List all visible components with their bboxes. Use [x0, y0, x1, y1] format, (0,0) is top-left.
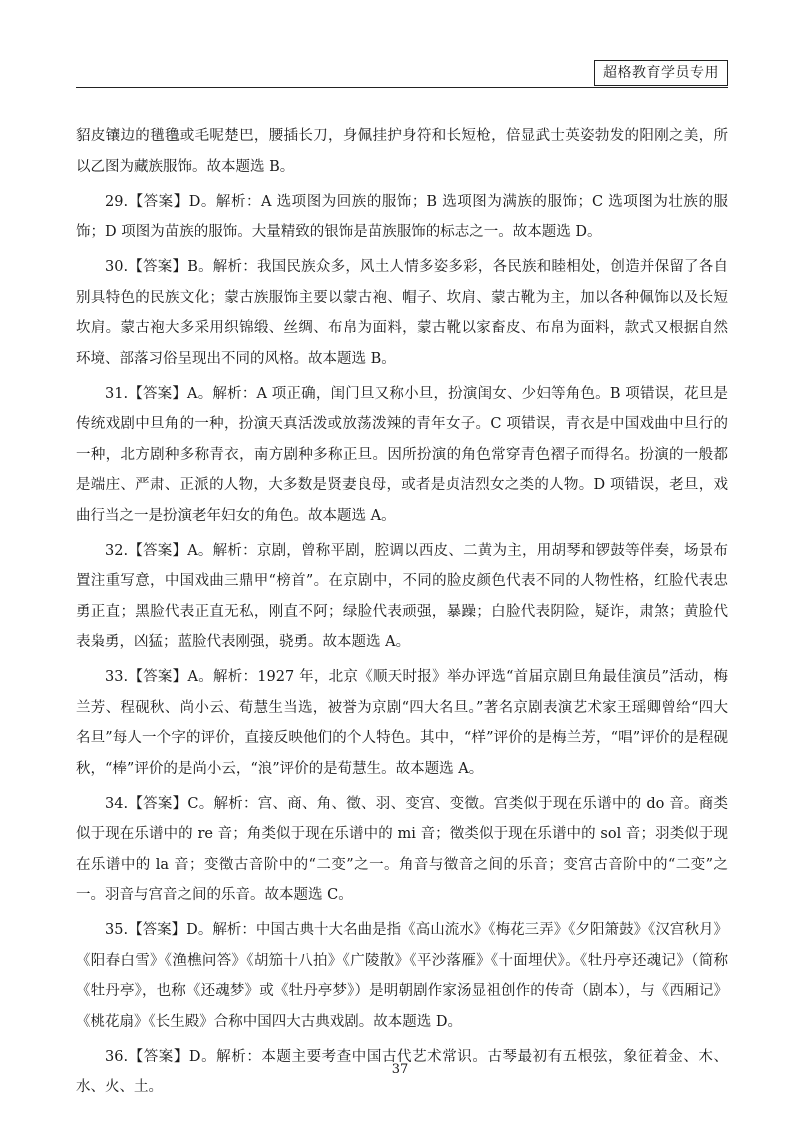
- paragraph-continuation: 貂皮镶边的氆氇或毛呢楚巴，腰插长刀，身佩挂护身符和长短枪，倍显武士英姿勃发的阳刚之美，所以乙图为藏族服饰。故本题选 B。: [76, 128, 728, 175]
- answer-35: 35.【答案】D。解析：中国古典十大名曲是指《高山流水》《梅花三弄》《夕阳箫鼓》《汉宫秋月》《阳春白雪》《渔樵问答》《胡笳十八拍》《广陵散》《平沙落雁》《十面埋伏》。《牡丹亭还魂记》（简称《牡丹亭》，也称《还魂梦》或《牡丹亭梦》）是明朝剧作家汤显祖创作的传奇（剧本），与《西厢记》《桃花扇》《长生殿》合称中国四大古典戏剧。故本题选 D。: [76, 922, 728, 1030]
- answer-31: 31.【答案】A。解析：A 项正确，闺门旦又称小旦，扮演闺女、少妇等角色。B 项错误，花旦是传统戏剧中旦角的一种，扮演天真活泼或放荡泼辣的青年女子。C 项错误，青衣是中国戏曲中旦行的一种，北方剧种多称青衣，南方剧种多称正旦。因所扮演的角色常穿青色褶子而得名。扮演的一般都是端庄、严肃、正派的人物，大多数是贤妻良母，或者是贞洁烈女之类的人物。D 项错误，老旦，戏曲行当之一是扮演老年妇女的角色。故本题选 A。: [76, 385, 728, 524]
- answer-33: 33.【答案】A。解析：1927 年，北京《顺天时报》举办评选“首届京剧旦角最佳演员”活动，梅兰芳、程砚秋、尚小云、荀慧生当选，被誉为京剧“四大名旦。”著名京剧表演艺术家王瑶卿曾给“四大名旦”每人一个字的评价，直接反映他们的个人特色。其中，“样”评价的是梅兰芳，“唱”评价的是程砚秋，“棒”评价的是尚小云，“浪”评价的是荀慧生。故本题选 A。: [76, 669, 728, 777]
- header-tag: 超格教育学员专用: [594, 60, 728, 86]
- page-number: 37: [391, 1062, 409, 1077]
- answer-36: 36.【答案】D。解析：本题主要考查中国古代艺术常识。古琴最初有五根弦，象征着金、木、水、火、土。: [76, 1048, 728, 1095]
- answer-34: 34.【答案】C。解析：宫、商、角、徵、羽、变宫、变徵。宫类似于现在乐谱中的 do 音。商类似于现在乐谱中的 re 音；角类似于现在乐谱中的 mi 音；徵类似于现在乐谱中的 sol 音；羽类似于现在乐谱中的 la 音；变徵古音阶中的“二变”之一。角音与徵音之间的乐音；变宫古音阶中的“二变”之一。羽音与宫音之间的乐音。故本题选 C。: [76, 795, 728, 903]
- answer-30: 30.【答案】B。解析：我国民族众多，风土人情多姿多彩，各民族和睦相处，创造并保留了各自别具特色的民族文化；蒙古族服饰主要以蒙古袍、帽子、坎肩、蒙古靴为主，加以各种佩饰以及长短坎肩。蒙古袍大多采用织锦缎、丝绸、布帛为面料，蒙古靴以家畜皮、布帛为面料，款式又根据自然环境、部落习俗呈现出不同的风格。故本题选 B。: [76, 259, 728, 367]
- answer-29: 29.【答案】D。解析：A 选项图为回族的服饰；B 选项图为满族的服饰；C 选项图为壮族的服饰；D 项图为苗族的服饰。大量精致的银饰是苗族服饰的标志之一。故本题选 D。: [76, 193, 728, 240]
- answer-content: [76, 121, 728, 1107]
- header-rule: [76, 87, 728, 88]
- answer-32: 32.【答案】A。解析：京剧，曾称平剧，腔调以西皮、二黄为主，用胡琴和锣鼓等伴奏，场景布置注重写意，中国戏曲三鼎甲“榜首”。在京剧中，不同的脸皮颜色代表不同的人物性格，红脸代表忠勇正直；黑脸代表正直无私，刚直不阿；绿脸代表顽强，暴躁；白脸代表阴险，疑诈，肃煞；黄脸代表枭勇，凶猛；蓝脸代表刚强，骁勇。故本题选 A。: [76, 542, 728, 650]
